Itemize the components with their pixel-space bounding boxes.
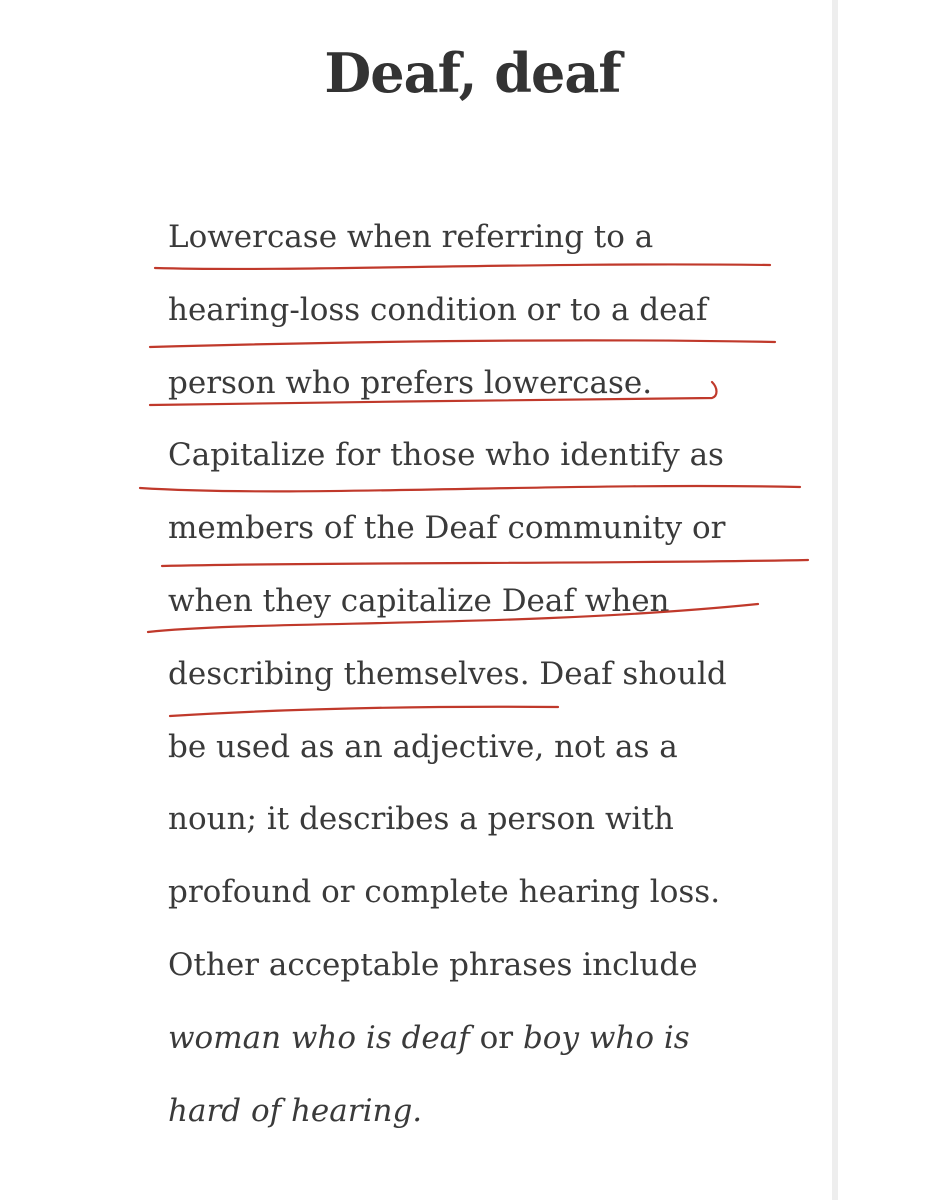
body-line-6: when they capitalize Deaf when [168,582,670,619]
right-gutter-divider [832,0,945,1200]
body-line-1: Lowercase when referring to a [168,219,654,255]
body-line-2: hearing-loss condition or to a deaf [168,291,708,328]
body-line-3: person who prefers lowercase. [168,364,653,401]
body-line-5: members of the Deaf community or [168,510,726,547]
body-line-8: be used as an adjective, not as a [168,728,678,765]
example-joiner: or [469,1019,523,1056]
body-line-4: Capitalize for those who identify as [168,437,724,474]
body-line-9: noun; it describes a person with [168,801,674,838]
body-line-12 [168,1002,808,1075]
example-phrase-boy: boy who is [522,1019,690,1056]
example-phrase-woman: woman who is deaf [168,1019,470,1056]
body-line-13: hard of hearing. [168,1092,423,1129]
body-line-10: profound or complete hearing loss. [168,874,721,911]
body-line-7: describing themselves. Deaf should [168,655,727,692]
entry-body [168,201,808,1147]
entry-title: Deaf, deaf [324,41,621,105]
body-line-11: Other acceptable phrases include [168,946,698,983]
